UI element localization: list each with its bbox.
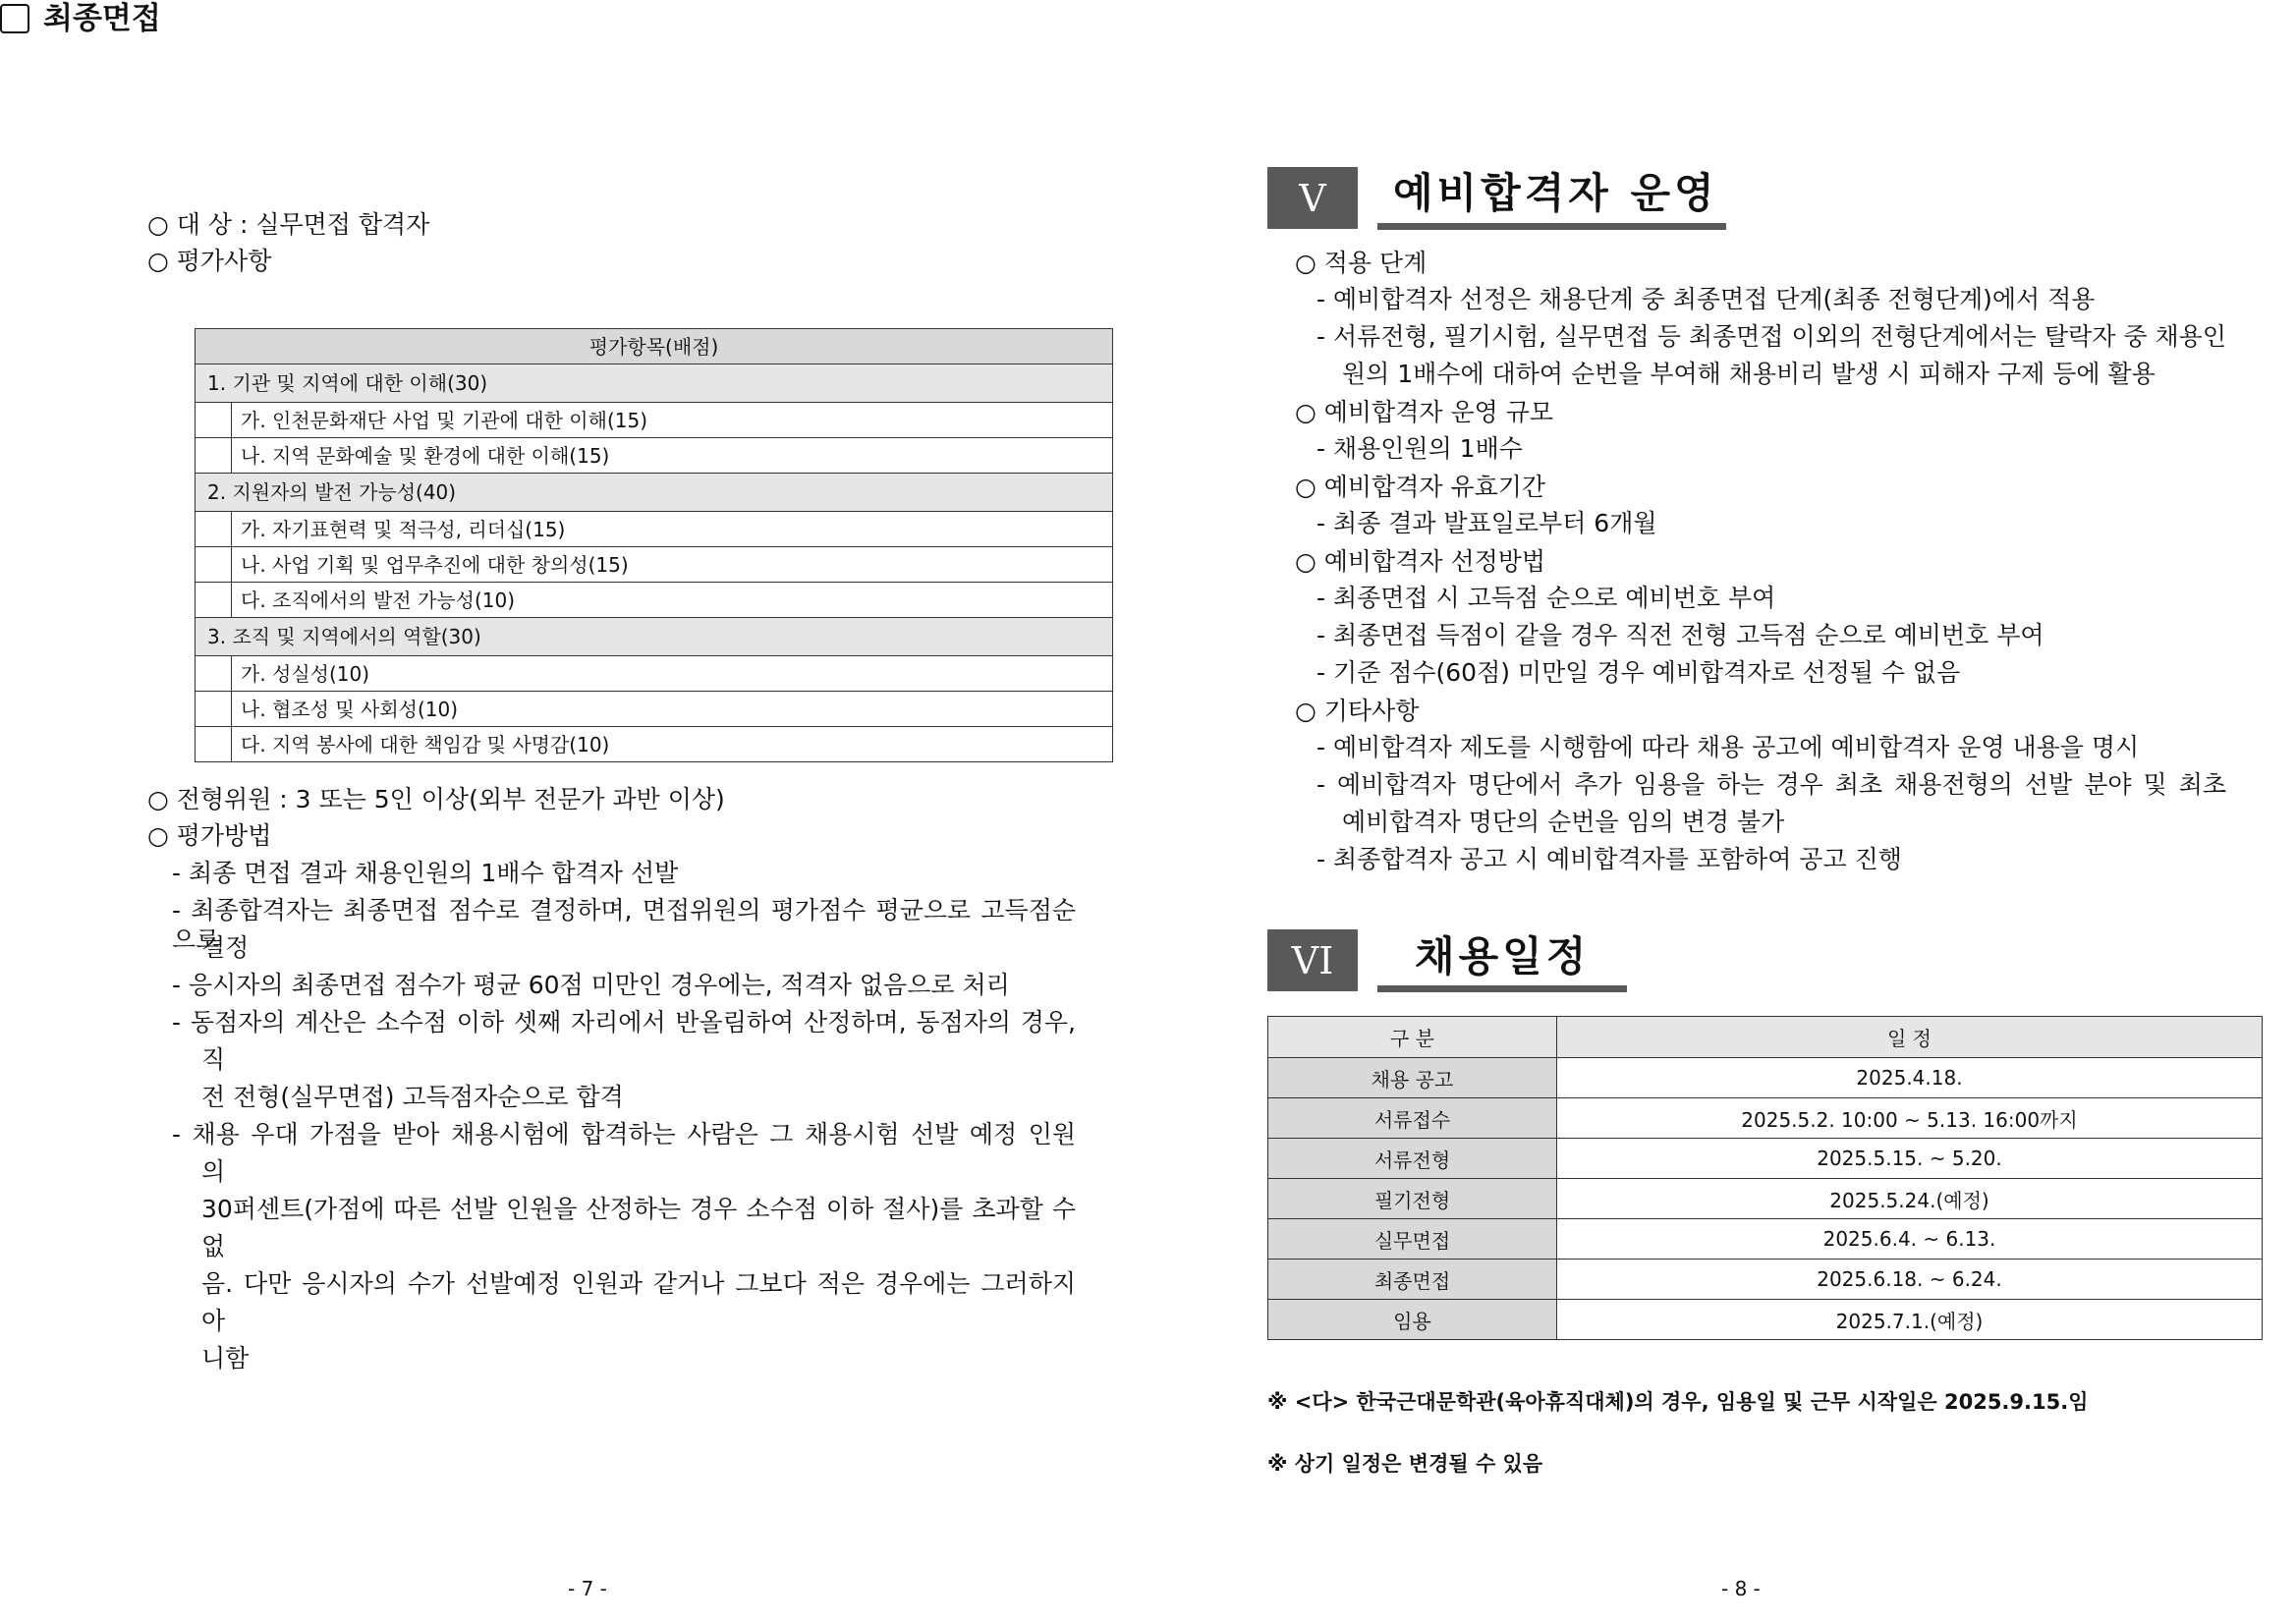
eval-category-row (196, 364, 1113, 403)
reserve-heading-line: ○ 예비합격자 운영 규모 (1295, 398, 1554, 426)
eval-subitem-row (196, 656, 1113, 692)
eval-item-text: 가. 자기표현력 및 적극성, 리더십(15) (241, 517, 566, 541)
method-item-1: - 최종 면접 결과 채용인원의 1배수 합격자 선발 (172, 859, 679, 887)
eval-item-text: 2. 지원자의 발전 가능성(40) (207, 480, 457, 504)
reserve-detail-line: - 채용인원의 1배수 (1316, 434, 1523, 463)
method-item-4: - 동점자의 계산은 소수점 이하 셋째 자리에서 반올림하여 산정하며, 동점자의 경우, (172, 1008, 1076, 1036)
schedule-stage-cell: 실무면접 (1268, 1219, 1557, 1260)
method-item-3: - 응시자의 최종면접 점수가 평균 60점 미만인 경우에는, 적격자 없음으로 처리 (172, 971, 1010, 999)
schedule-stage-cell: 임용 (1268, 1300, 1557, 1340)
eval-item-text: 나. 사업 기획 및 업무추진에 대한 창의성(15) (241, 552, 629, 577)
schedule-row (1268, 1058, 2263, 1098)
reserve-heading-line: ○ 적용 단계 (1295, 249, 1428, 277)
reserve-detail-line: - 최종합격자 공고 시 예비합격자를 포함하여 공고 진행 (1316, 845, 1902, 873)
reserve-detail-line: - 기준 점수(60점) 미만일 경우 예비합격자로 선정될 수 없음 (1316, 658, 1961, 687)
schedule-header-category: 구 분 (1268, 1017, 1557, 1058)
eval-category-cell (196, 474, 1113, 512)
section-title-underline (1377, 223, 1726, 230)
method-item-5-cont-d: 음. 다만 응시자의 수가 선발예정 인원과 같거나 그보다 적은 경우에는 그러하지 (201, 1269, 1076, 1298)
eval-subitem-row (196, 547, 1113, 583)
schedule-row (1268, 1300, 2263, 1340)
schedule-date-cell: 2025.4.18. (1557, 1058, 2263, 1098)
section-numeral: VI (1291, 938, 1334, 982)
section-title-text: 최종면접 (43, 1, 161, 36)
method-item-5-cont-a: 의 (201, 1157, 226, 1186)
section-title-reserve-applicants: 예비합격자 운영 (1393, 169, 1718, 217)
method-item-2-cont: 결정 (201, 933, 250, 962)
indent-divider (231, 692, 232, 726)
schedule-header-date: 일 정 (1557, 1017, 2263, 1058)
checkbox-square-icon (0, 4, 29, 33)
schedule-row (1268, 1098, 2263, 1139)
eval-items-label: ○ 평가사항 (147, 247, 272, 275)
eval-item-text: 다. 지역 봉사에 대한 책임감 및 사명감(10) (241, 732, 610, 756)
section-number-badge-v (1267, 167, 1358, 229)
eval-subitem-row (196, 692, 1113, 727)
schedule-date-cell: 2025.5.24.(예정) (1557, 1179, 2263, 1219)
section-title-final-interview (0, 0, 2296, 37)
eval-subitem-cell (196, 583, 1113, 618)
section-title-schedule: 채용일정 (1415, 932, 1591, 980)
indent-divider (231, 727, 232, 761)
schedule-stage-cell: 채용 공고 (1268, 1058, 1557, 1098)
method-item-5: - 채용 우대 가점을 받아 채용시험에 합격하는 사람은 그 채용시험 선발 예정 인원 (172, 1120, 1076, 1148)
reserve-detail-line: - 최종면접 득점이 같을 경우 직전 전형 고득점 순으로 예비번호 부여 (1316, 621, 2044, 649)
target-line: ○ 대 상 : 실무면접 합격자 (147, 210, 430, 239)
schedule-date-cell: 2025.5.2. 10:00 ~ 5.13. 16:00까지 (1557, 1098, 2263, 1139)
reserve-detail-line: 예비합격자 명단의 순번을 임의 변경 불가 (1342, 808, 1785, 836)
reserve-detail-line: - 예비합격자 명단에서 추가 임용을 하는 경우 최초 채용전형의 선발 분야 및 최초 (1316, 770, 2226, 799)
eval-item-text: 나. 지역 문화예술 및 환경에 대한 이해(15) (241, 443, 610, 468)
reserve-detail-line: - 예비합격자 선정은 채용단계 중 최종면접 단계(최종 전형단계)에서 적용 (1316, 285, 2096, 313)
eval-subitem-row (196, 512, 1113, 547)
eval-item-text: 다. 조직에서의 발전 가능성(10) (241, 588, 516, 612)
schedule-stage-cell: 서류접수 (1268, 1098, 1557, 1139)
indent-divider (231, 547, 232, 582)
method-item-5-cont-c: 없 (201, 1232, 226, 1260)
indent-divider (231, 512, 232, 546)
reserve-detail-line: - 서류전형, 필기시험, 실무면접 등 최종면접 이외의 전형단계에서는 탈락자 중 채용인 (1316, 322, 2226, 351)
indent-divider (231, 583, 232, 617)
eval-table-header: 평가항목(배점) (196, 329, 1113, 364)
eval-subitem-row (196, 583, 1113, 618)
eval-item-text: 나. 협조성 및 사회성(10) (241, 697, 459, 721)
eval-category-row (196, 618, 1113, 656)
schedule-note-1: ※ <다> 한국근대문학관(육아휴직대체)의 경우, 임용일 및 근무 시작일은 2025.9.15.임 (1267, 1390, 2089, 1414)
page-number-left: - 7 - (568, 1577, 607, 1600)
schedule-note-2: ※ 상기 일정은 변경될 수 있음 (1267, 1452, 1543, 1476)
eval-category-cell (196, 364, 1113, 403)
method-item-5-cont-f: 니함 (201, 1344, 250, 1372)
eval-subitem-row (196, 403, 1113, 438)
eval-subitem-row (196, 727, 1113, 762)
section-title-underline (1377, 985, 1627, 992)
method-item-5-cont-e: 아 (201, 1307, 226, 1335)
schedule-row (1268, 1139, 2263, 1179)
method-item-4-cont-b: 전 전형(실무면접) 고득점자순으로 합격 (201, 1083, 624, 1111)
method-item-2: - 최종합격자는 최종면접 점수로 결정하며, 면접위원의 평가점수 평균으로 고득점순으로 (172, 896, 1076, 954)
reserve-heading-line: ○ 예비합격자 선정방법 (1295, 547, 1546, 576)
schedule-row (1268, 1219, 2263, 1260)
page-number-right: - 8 - (1721, 1577, 1761, 1600)
indent-divider (231, 403, 232, 437)
eval-category-row (196, 474, 1113, 512)
reserve-detail-line: - 최종면접 시 고득점 순으로 예비번호 부여 (1316, 584, 1776, 612)
eval-subitem-row (196, 438, 1113, 474)
eval-subitem-cell (196, 727, 1113, 762)
schedule-date-cell: 2025.7.1.(예정) (1557, 1300, 2263, 1340)
schedule-stage-cell: 최종면접 (1268, 1260, 1557, 1300)
reserve-heading-line: ○ 예비합격자 유효기간 (1295, 473, 1546, 501)
eval-subitem-cell (196, 656, 1113, 692)
schedule-date-cell: 2025.6.18. ~ 6.24. (1557, 1260, 2263, 1300)
method-item-5-cont-b: 30퍼센트(가점에 따른 선발 인원을 산정하는 경우 소수점 이하 절사)를 초과할 수 (201, 1195, 1076, 1223)
section-numeral: V (1299, 176, 1326, 220)
method-label: ○ 평가방법 (147, 821, 272, 850)
reserve-detail-line: 원의 1배수에 대하여 순번을 부여해 채용비리 발생 시 피해자 구제 등에 활용 (1342, 360, 2156, 388)
schedule-date-cell: 2025.6.4. ~ 6.13. (1557, 1219, 2263, 1260)
eval-category-cell (196, 618, 1113, 656)
schedule-row (1268, 1260, 2263, 1300)
eval-subitem-cell (196, 438, 1113, 474)
eval-subitem-cell (196, 692, 1113, 727)
schedule-table (1267, 1016, 2263, 1340)
eval-item-text: 가. 성실성(10) (241, 661, 370, 686)
schedule-row (1268, 1179, 2263, 1219)
eval-item-text: 3. 조직 및 지역에서의 역할(30) (207, 625, 481, 648)
evaluation-table (195, 328, 1113, 762)
schedule-date-cell: 2025.5.15. ~ 5.20. (1557, 1139, 2263, 1179)
eval-subitem-cell (196, 512, 1113, 547)
eval-item-text: 1. 기관 및 지역에 대한 이해(30) (207, 371, 488, 395)
reserve-detail-line: - 최종 결과 발표일로부터 6개월 (1316, 509, 1657, 537)
reserve-detail-line: - 예비합격자 제도를 시행함에 따라 채용 공고에 예비합격자 운영 내용을 명시 (1316, 733, 2140, 761)
method-item-4-cont-a: 직 (201, 1045, 226, 1074)
reserve-heading-line: ○ 기타사항 (1295, 697, 1420, 725)
indent-divider (231, 656, 232, 691)
section-number-badge-vi (1267, 929, 1358, 991)
eval-subitem-cell (196, 403, 1113, 438)
committee-line: ○ 전형위원 : 3 또는 5인 이상(외부 전문가 과반 이상) (147, 785, 725, 813)
schedule-stage-cell: 필기전형 (1268, 1179, 1557, 1219)
eval-subitem-cell (196, 547, 1113, 583)
schedule-stage-cell: 서류전형 (1268, 1139, 1557, 1179)
indent-divider (231, 438, 232, 473)
eval-item-text: 가. 인천문화재단 사업 및 기관에 대한 이해(15) (241, 408, 647, 432)
